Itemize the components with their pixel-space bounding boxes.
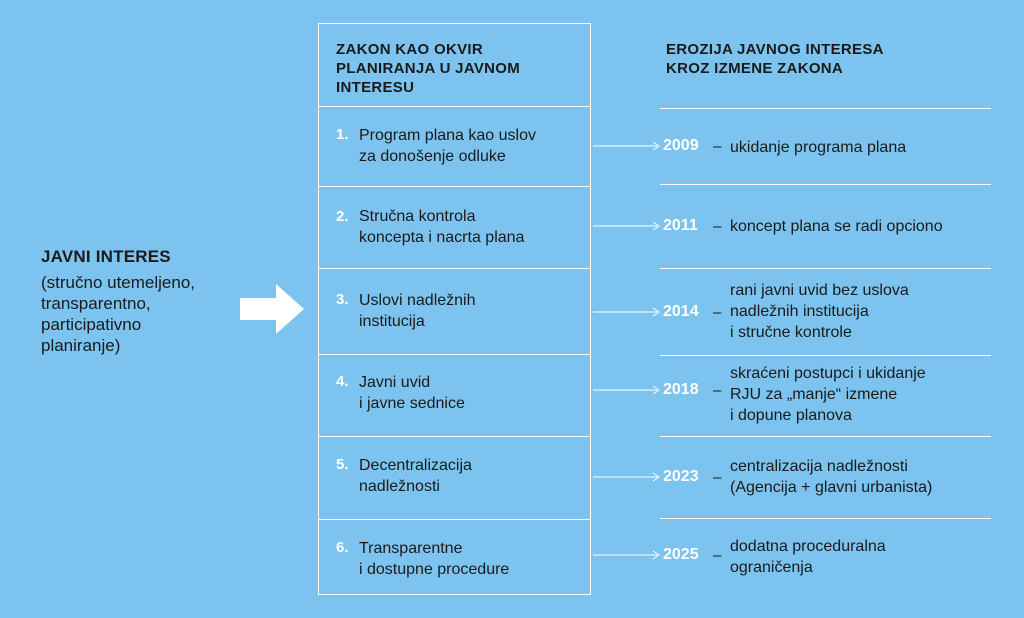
connector-arrow-icon [593,307,661,317]
public-interest-subtitle: (stručno utemeljeno, transparentno, participativno planiranje) [41,273,196,355]
framework-title: ZAKON KAO OKVIR PLANIRANJA U JAVNOM INTERESU [336,41,521,96]
year-dash: – [713,547,722,564]
item-number: 1. [336,126,349,143]
framework-item-text: Decentralizacija nadležnosti [359,457,472,495]
erosion-divider [660,268,991,269]
item-number: 6. [336,539,349,556]
framework-item-text: Javni uvid i javne sednice [359,374,465,412]
change-year: 2014 [663,303,699,320]
year-dash: – [713,382,722,399]
framework-divider [319,519,590,520]
year-dash: – [713,138,722,155]
connector-arrow-icon [593,385,661,395]
item-number: 4. [336,373,349,390]
change-year: 2009 [663,137,699,154]
right-arrow-icon [240,284,304,334]
framework-item-text: Uslovi nadležnih institucija [359,292,476,330]
framework-divider [319,354,590,355]
connector-arrow-icon [593,141,661,151]
connector-arrow-icon [593,472,661,482]
change-year: 2025 [663,546,699,563]
year-dash: – [713,218,722,235]
item-number: 5. [336,456,349,473]
public-interest-title: JAVNI INTERES [41,247,171,266]
item-number: 2. [336,208,349,225]
framework-item-text: Program plana kao uslov za donošenje odluke [359,127,536,165]
erosion-divider [660,518,991,519]
erosion-divider [660,184,991,185]
connector-arrow-icon [593,550,661,560]
change-text: rani javni uvid bez uslova nadležnih institucija i stručne kontrole [730,282,909,341]
change-text: ukidanje programa plana [730,139,907,156]
framework-divider [319,106,590,107]
year-dash: – [713,469,722,486]
change-year: 2023 [663,468,699,485]
framework-divider [319,186,590,187]
change-year: 2011 [663,217,698,234]
change-year: 2018 [663,381,699,398]
framework-item-text: Stručna kontrola koncepta i nacrta plana [359,208,525,246]
erosion-title: EROZIJA JAVNOG INTERESA KROZ IZMENE ZAKONA [666,41,884,77]
change-text: dodatna proceduralna ograničenja [730,538,886,576]
connector-arrow-icon [593,221,661,231]
framework-divider [319,436,590,437]
item-number: 3. [336,291,349,308]
erosion-divider [660,355,991,356]
framework-item-text: Transparentne i dostupne procedure [359,540,510,578]
framework-divider [319,268,590,269]
erosion-divider [660,436,991,437]
change-text: centralizacija nadležnosti (Agencija + glavni urbanista) [730,458,933,496]
change-text: skraćeni postupci i ukidanje RJU za „manje“ izmene i dopune planova [730,365,926,424]
erosion-divider [660,108,991,109]
change-text: koncept plana se radi opciono [730,218,943,235]
year-dash: – [713,304,722,321]
